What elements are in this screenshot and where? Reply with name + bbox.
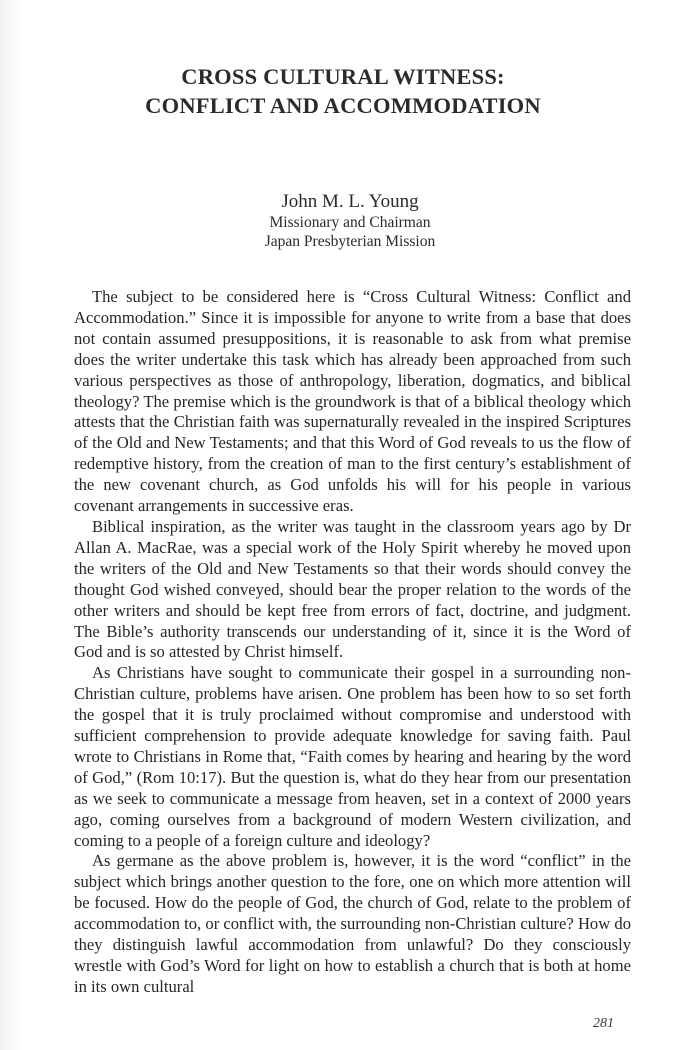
article-title (0, 62, 686, 120)
body-paragraph: Biblical inspiration, as the writer was taught in the classroom years ago by Dr Allan A. MacRae, was a special work of the Holy Spirit whereby he moved upon the writers of the Old and New Testaments so that their words should convey the thought God wished conveyed, should bear the proper relation to the words of the other writers and should be kept free from errors of fact, doctrine, and judgment. The Bible’s authority transcends our understanding of it, since it is the Word of God and is so attested by Christ himself. (74, 516, 631, 662)
author-byline (0, 190, 686, 251)
body-paragraph: As germane as the above problem is, however, it is the word “conflict” in the subject which brings another question to the fore, one on which more attention will be focused. How do the people of God, the church of God, relate to the problem of accommodation to, or conflict with, the surrounding non-Christian culture? How do they distinguish lawful accommodation from unlawful? Do they consciously wrestle with God’s Word for light on how to establish a church that is both at home in its own cultural (74, 851, 631, 996)
page-number: 281 (593, 1016, 614, 1031)
title-line-2: CONFLICT AND ACCOMMODATION (145, 93, 541, 118)
article-body (74, 287, 631, 998)
author-affiliation: Japan Presbyterian Mission (264, 233, 436, 250)
author-name: John M. L. Young (281, 191, 419, 212)
author-role: Missionary and Chairman (269, 214, 431, 231)
title-line-1: CROSS CULTURAL WITNESS: (181, 64, 505, 89)
body-paragraph: The subject to be considered here is “Cross Cultural Witness: Conflict and Accommodation.” Since it is impossible for anyone to write from a base that does not contain assumed presuppositions, it is reasonable to ask from what premise does the writer undertake this task which has already been approached from such various perspectives as those of anthropology, liberation, dogmatics, and biblical theology? The premise which is the groundwork is that of a biblical theology which attests that the Christian faith was supernaturally revealed in the inspired Scriptures of the Old and New Testaments; and that this Word of God reveals to us the flow of redemptive history, from the creation of man to the first century’s establishment of the new covenant church, as God unfolds his will for his people in various covenant arrangements in successive eras. (74, 287, 631, 516)
body-paragraph: As Christians have sought to communicate their gospel in a surrounding non-Christian culture, problems have arisen. One problem has been how to so set forth the gospel that it is truly proclaimed without compromise and understood with sufficient comprehension to provide adequate knowledge for saving faith. Paul wrote to Christians in Rome that, “Faith comes by hearing and hearing by the word of God,” (Rom 10:17). But the question is, what do they hear from our presentation as we seek to communicate a message from heaven, set in a context of 2000 years ago, coming ourselves from a background of modern Western civilization, and coming to a people of a foreign culture and ideology? (74, 663, 631, 850)
page-edge-shadow (0, 0, 22, 1050)
